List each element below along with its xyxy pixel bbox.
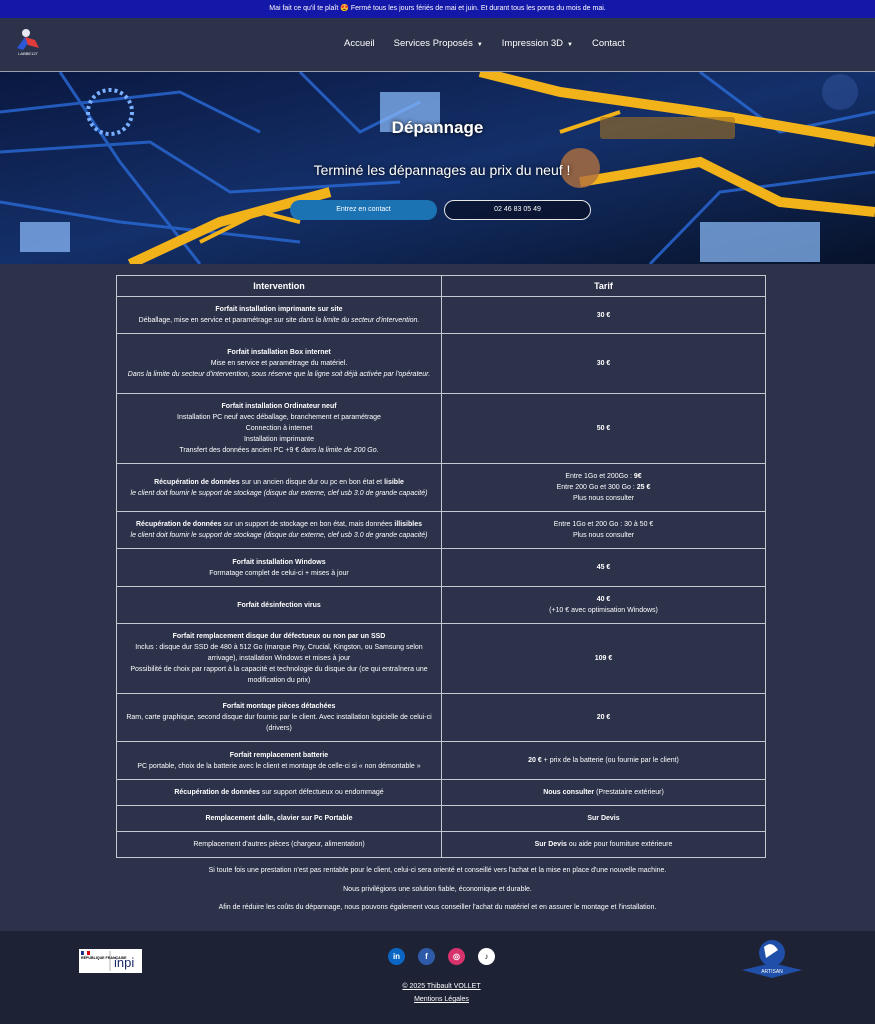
contact-button[interactable]: Entrez en contact — [290, 200, 437, 220]
price-cell — [442, 742, 766, 780]
artisan-logo — [740, 938, 804, 982]
price-cell: Sur Devis — [442, 806, 766, 832]
artisan-emblem-icon — [740, 938, 804, 982]
price-cell: 50 € — [442, 394, 766, 464]
price-cell — [442, 780, 766, 806]
row-text: sur support défectueux ou endommagé — [261, 789, 384, 796]
table-row — [117, 624, 766, 694]
row-desc — [123, 315, 435, 326]
intervention-cell — [117, 394, 442, 464]
price-text: (Prestataire extérieur) — [596, 789, 664, 796]
caret-down-icon: ▼ — [567, 42, 573, 48]
price-table — [116, 275, 766, 858]
row-italic: le client doit fournir le support de stockage (disque dur externe, clef usb 3.0 de grande capacité) — [130, 532, 428, 539]
intervention-cell — [117, 464, 442, 512]
social-links — [388, 948, 495, 965]
row-text: Installation imprimante — [243, 436, 315, 443]
rf-text: RÉPUBLIQUE FRANÇAISE — [81, 956, 127, 960]
table-row — [117, 780, 766, 806]
intervention-cell — [117, 512, 442, 549]
header-tarif: Tarif — [442, 276, 766, 297]
legal-notice-link[interactable]: Mentions Légales — [414, 996, 469, 1003]
price-cell: 30 € — [442, 297, 766, 334]
intervention-cell — [117, 334, 442, 394]
row-text: Possibilité de choix par rapport à la capacité et technologie du disque dur (ce qui entraînera une modification du prix) — [130, 666, 428, 684]
note-text: Nous privilégions une solution fiable, économique et durable. — [343, 885, 532, 893]
row-desc — [123, 445, 435, 456]
facebook-icon[interactable]: f — [418, 948, 435, 965]
caret-down-icon: ▼ — [476, 42, 483, 48]
intervention-cell — [117, 549, 442, 587]
row-text: Connection à internet — [245, 425, 313, 432]
table-row — [117, 832, 766, 858]
row-bold-end: lisible — [384, 478, 404, 486]
note-text: Afin de réduire les coûts du dépannage, nous pouvons également vous conseiller l'achat du matériel et en assurer le montage et l'installation. — [218, 904, 657, 911]
price-cell: 30 € — [442, 334, 766, 394]
table-row — [117, 694, 766, 742]
row-italic: dans la limite du secteur d'intervention. — [298, 317, 420, 324]
row-text: Ram, carte graphique, second disque dur fournis par le client. Avec installation logicielle de celui-ci (drivers) — [126, 714, 432, 732]
instagram-icon[interactable]: ◎ — [448, 948, 465, 965]
price-bold: 9€ — [633, 473, 642, 480]
site-logo[interactable] — [13, 28, 43, 60]
table-row — [117, 512, 766, 549]
linkedin-icon[interactable]: in — [388, 948, 405, 965]
price-cell: 45 € — [442, 549, 766, 587]
row-text: Déballage, mise en service et paramétrage sur site — [138, 317, 297, 324]
row-title: Récupération de données — [154, 478, 240, 486]
table-row — [117, 806, 766, 832]
artisan-text: ARTISAN — [761, 969, 783, 975]
price-bold: 20 € — [528, 757, 542, 764]
row-title: Forfait installation Ordinateur neuf — [221, 403, 337, 410]
header-intervention: Intervention — [117, 276, 442, 297]
nav-services-label: Services Proposés — [393, 38, 473, 49]
intervention-cell — [117, 624, 442, 694]
row-title: Récupération de données — [174, 789, 260, 796]
price-text: ou aide pour fourniture extérieure — [568, 841, 673, 848]
logo-icon — [13, 28, 43, 52]
price-cell — [442, 512, 766, 549]
intervention-cell — [117, 780, 442, 806]
row-text: Transfert des données ancien PC +9 € — [179, 447, 300, 454]
row-title: Récupération de données — [136, 521, 222, 528]
row-title: Forfait remplacement batterie — [229, 751, 329, 759]
inpi-text: inpi — [114, 955, 135, 970]
row-text: Formatage complet de celui-ci + mises à jour — [209, 569, 349, 577]
table-header-row — [117, 276, 766, 297]
row-text: Installation PC neuf avec déballage, branchement et paramétrage — [177, 414, 381, 421]
nav-accueil[interactable]: Accueil — [344, 38, 375, 49]
row-desc — [123, 519, 435, 530]
price-cell — [442, 464, 766, 512]
row-text: sur un support de stockage en bon état, mais données — [223, 521, 393, 528]
price-bold: Nous consulter — [543, 789, 595, 796]
announcement-banner — [0, 0, 875, 18]
copyright-link[interactable]: © 2025 Thibault VOLLET — [402, 983, 481, 990]
logo-text: LABBE127 — [18, 51, 38, 56]
header-nav — [0, 18, 875, 72]
price-bold: 40 € — [596, 596, 611, 603]
row-title: Forfait montage pièces détachées — [222, 703, 336, 710]
price-text: + prix de la batterie (ou fournie par le client) — [543, 757, 679, 764]
row-title: Forfait installation Windows — [232, 558, 326, 566]
hero-section — [0, 72, 875, 264]
intervention-cell: Forfait désinfection virus — [117, 587, 442, 624]
row-text: Inclus : disque dur SSD de 480 à 512 Go (marque Pny, Crucial, Kingston, ou Samsung selon arrivage), installation Windows et mises à jour — [135, 644, 423, 662]
banner-text: Mai fait ce qu'il te plaît 😍 Fermé tous les jours fériés de mai et juin. Et durant tous les ponts du mois de mai. — [269, 5, 606, 12]
row-text: Mise en service et paramétrage du matériel. — [210, 360, 348, 367]
row-italic: Dans la limite du secteur d'intervention, sous réserve que la ligne soit déjà activée par l'opérateur. — [127, 371, 431, 378]
inpi-logo — [79, 949, 142, 973]
row-italic: le client doit fournir le support de stockage (disque dur externe, clef usb 3.0 de grande capacité) — [130, 489, 428, 497]
intervention-cell: Remplacement d'autres pièces (chargeur, alimentation) — [117, 832, 442, 858]
row-text: PC portable, choix de la batterie avec le client et montage de celle-ci si « non démontable » — [137, 762, 421, 770]
price-bold: Sur Devis — [534, 841, 567, 848]
row-text: sur un ancien disque dur ou pc en bon état et — [241, 478, 383, 486]
nav-impression-3d[interactable] — [502, 38, 573, 49]
intervention-cell: Remplacement dalle, clavier sur Pc Portable — [117, 806, 442, 832]
price-text: Entre 200 Go et 300 Go : — [556, 484, 635, 491]
price-text: Entre 1Go et 200Go : — [565, 473, 632, 480]
hero-subtitle: Terminé les dépannages au prix du neuf ! — [313, 162, 571, 178]
table-row — [117, 464, 766, 512]
intervention-cell — [117, 694, 442, 742]
nav-impression-label: Impression 3D — [501, 38, 564, 49]
intervention-cell — [117, 742, 442, 780]
price-text: (+10 € avec optimisation Windows) — [549, 607, 658, 614]
notes-section — [0, 866, 875, 922]
table-row — [117, 297, 766, 334]
table-row — [117, 742, 766, 780]
table-row — [117, 549, 766, 587]
table-row — [117, 587, 766, 624]
nav-services[interactable] — [394, 38, 483, 49]
price-cell: 20 € — [442, 694, 766, 742]
price-cell: 109 € — [442, 624, 766, 694]
row-title: Forfait installation Box internet — [227, 349, 331, 356]
row-italic: dans la limite de 200 Go. — [301, 447, 379, 454]
row-title: Forfait remplacement disque dur défectueux ou non par un SSD — [172, 633, 386, 640]
price-text: Entre 1Go et 200 Go : 30 à 50 € — [553, 521, 654, 528]
phone-button[interactable]: 02 46 83 05 49 — [444, 200, 591, 220]
footer — [0, 931, 875, 1024]
table-row — [117, 334, 766, 394]
price-text: Plus nous consulter — [572, 532, 635, 539]
price-text: Plus nous consulter — [572, 495, 635, 502]
nav-contact[interactable]: Contact — [591, 38, 625, 49]
hero-title: Dépannage — [391, 118, 484, 137]
price-cell — [442, 587, 766, 624]
row-desc — [123, 477, 435, 488]
row-title: Forfait installation imprimante sur site — [215, 306, 343, 313]
row-bold-end: illisibles — [394, 521, 422, 528]
main-menu — [344, 38, 625, 49]
republique-francaise-logo — [79, 949, 142, 973]
tiktok-icon[interactable]: ♪ — [478, 948, 495, 965]
intervention-cell — [117, 297, 442, 334]
note-text: Si toute fois une prestation n'est pas rentable pour le client, celui-ci sera orienté et conseillé vers l'achat et la mise en place d'une nouvelle machine. — [208, 867, 667, 874]
price-line — [448, 482, 759, 493]
price-line — [448, 471, 759, 482]
table-row — [117, 394, 766, 464]
price-cell — [442, 832, 766, 858]
price-bold: 25 € — [636, 484, 651, 491]
